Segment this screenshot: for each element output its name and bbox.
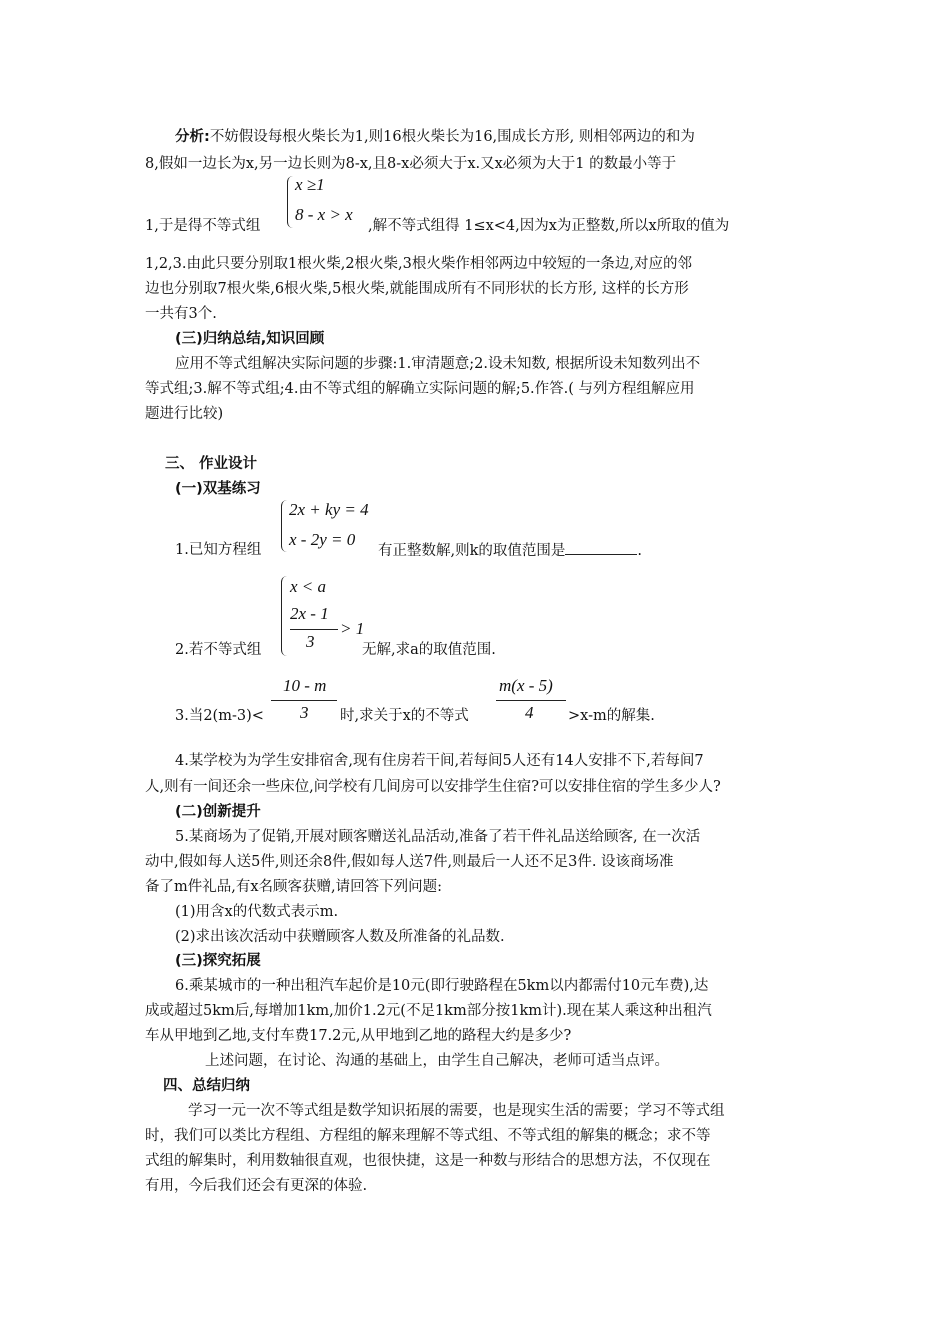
analysis-line-4: 1,2,3.由此只要分别取1根火柴,2根火柴,3根火柴作相邻两边中较短的一条边,对应的邻 — [145, 256, 693, 272]
analysis-line-3b: ,解不等式组得 1≤x<4,因为x为正整数,所以x所取的值为 — [368, 218, 730, 234]
analysis-line-5: 边也分别取7根火柴,6根火柴,5根火柴,就能围成所有不同形状的长方形, 这样的长方形 — [145, 281, 689, 297]
q1-row-1: 2x + ky = 4 — [289, 500, 369, 519]
conclusion-line-1: 学习一元一次不等式组是数学知识拓展的需要，也是现实生活的需要；学习不等式组 — [188, 1103, 725, 1119]
q2-row-1: x < a — [290, 577, 327, 596]
q4-line-1: 4.某学校为为学生安排宿舍,现有住房若干间,若每间5人还有14人安排不下,若每间7 — [175, 753, 704, 769]
q3-denominator-2: 4 — [525, 703, 534, 722]
conclusion-line-4: 有用，今后我们还会有更深的体验. — [145, 1178, 368, 1194]
system-row-2: 8 - x > x — [295, 205, 353, 224]
analysis-line-6: 一共有3个. — [145, 306, 217, 322]
analysis-line-3a: 1,于是得不等式组 — [145, 218, 261, 234]
summary-line-3: 题进行比较) — [145, 406, 224, 422]
q6-line-2: 成或超过5km后,每增加1km,加价1.2元(不足1km部分按1km计).现在某人乘这种出租汽 — [145, 1003, 712, 1019]
q2-fraction-bar — [290, 629, 338, 630]
q3-numerator-1: 10 - m — [283, 676, 327, 695]
analysis-label: 分析: — [175, 129, 210, 145]
q3-denominator-1: 3 — [300, 703, 309, 722]
teacher-note: 上述问题，在讨论、沟通的基础上，由学生自己解决，老师可适当点评。 — [205, 1053, 669, 1069]
q3-pre: 3.当2(m-3)< — [175, 708, 264, 724]
summary-line-1: 应用不等式组解决实际问题的步骤:1.审清题意;2.设未知数, 根据所设未知数列出不 — [175, 356, 701, 372]
q4-line-2: 人,则有一间还余一些床位,问学校有几间房可以安排学生住宿?可以安排住宿的学生多少人? — [145, 779, 721, 795]
answer-blank — [565, 540, 637, 555]
analysis-line-1: 分析:不妨假设每根火柴长为1,则16根火柴长为16,围成长方形, 则相邻两边的和为 — [175, 129, 695, 145]
q2-post: 无解,求a的取值范围. — [362, 642, 496, 658]
q3-post: >x-m的解集. — [568, 708, 655, 724]
q2-gt: > 1 — [340, 619, 365, 638]
summary-heading: (三)归纳总结,知识回顾 — [175, 331, 325, 347]
q2-brace — [281, 576, 290, 656]
q3-numerator-2: m(x - 5) — [499, 676, 553, 695]
q3-mid: 时,求关于x的不等式 — [340, 708, 469, 724]
q3-fraction-bar-1 — [271, 700, 337, 701]
homework-sub-2: (二)创新提升 — [175, 804, 261, 820]
q2-numerator: 2x - 1 — [290, 604, 329, 623]
homework-sub-1: (一)双基练习 — [175, 481, 261, 497]
q6-line-1: 6.乘某城市的一种出租汽车起价是10元(即行驶路程在5km以内都需付10元车费),达 — [175, 978, 709, 994]
q2-denominator: 3 — [306, 632, 315, 651]
q1-post: 有正整数解,则k的取值范围是 . — [378, 540, 642, 561]
conclusion-line-3: 式组的解集时，利用数轴很直观，也很快捷，这是一种数与形结合的思想方法，不仅现在 — [145, 1153, 711, 1169]
q5-line-1: 5.某商场为了促销,开展对顾客赠送礼品活动,准备了若干件礼品送给顾客, 在一次活 — [175, 829, 701, 845]
conclusion-heading: 四、总结归纳 — [163, 1078, 250, 1094]
analysis-line-2: 8,假如一边长为x,另一边长则为8-x,且8-x必须大于x.又x必须为大于1 的数最小等于 — [145, 156, 677, 172]
q5-line-3: 备了m件礼品,有x名顾客获赠,请回答下列问题: — [145, 879, 443, 895]
q3-fraction-bar-2 — [496, 700, 566, 701]
q6-line-3: 车从甲地到乙地,支付车费17.2元,从甲地到乙地的路程大约是多少? — [145, 1028, 572, 1044]
q1-row-2: x - 2y = 0 — [289, 530, 356, 549]
summary-line-2: 等式组;3.解不等式组;4.由不等式组的解确立实际问题的解;5.作答.( 与列方程组解应用 — [145, 381, 695, 397]
q1-pre: 1.已知方程组 — [175, 542, 262, 558]
q5-part-1: (1)用含x的代数式表示m. — [175, 904, 339, 920]
homework-heading: 三、 作业设计 — [165, 456, 258, 472]
q5-part-2: (2)求出该次活动中获赠顾客人数及所准备的礼品数. — [175, 929, 505, 945]
q5-line-2: 动中,假如每人送5件,则还余8件,假如每人送7件,则最后一人还不足3件. 设该商场准 — [145, 854, 674, 870]
homework-sub-3: (三)探究拓展 — [175, 953, 261, 969]
q2-pre: 2.若不等式组 — [175, 642, 262, 658]
conclusion-line-2: 时，我们可以类比方程组、方程组的解来理解不等式组、不等式组的解集的概念；求不等 — [145, 1128, 711, 1144]
system-row-1: x ≥1 — [295, 175, 325, 194]
